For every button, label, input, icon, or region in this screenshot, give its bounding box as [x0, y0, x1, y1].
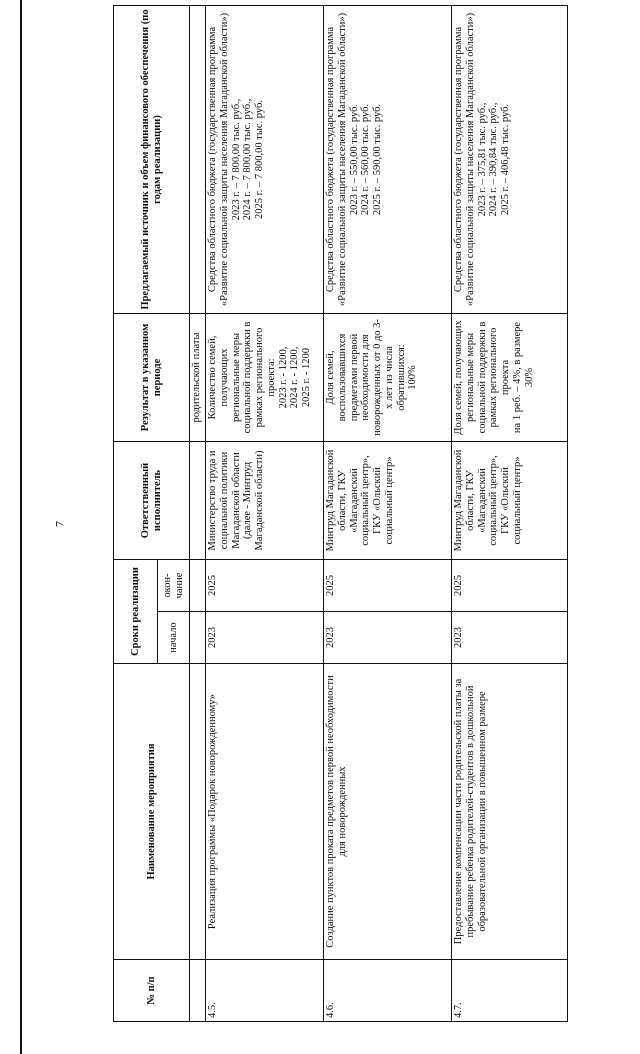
continuation-text: родительской платы: [190, 314, 206, 442]
row-num: 4.7.: [452, 960, 568, 1022]
row-result: Количество семей, получающих региональные меры социальной поддержки в рамках регионального проекта: 2023 г. - 1200, 2024 г. - 1200, 2025 г. - 1200: [206, 314, 324, 442]
table-wrapper: [113, 6, 567, 1022]
row-executor: Министерство труда и социальной политики Магаданской области (далее - Минтруд Магаданской области): [206, 442, 324, 560]
table-row: [206, 6, 324, 1022]
row-source: Средства областного бюджета (государственная программа «Развитие социальной защиты населения Магаданской области») 2023 г. – 375,81 тыс. руб., 2024 г. – 390,84 тыс. руб., 2025 г. – 406,48 тыс. руб.: [452, 6, 568, 314]
row-name: Создание пунктов проката предметов первой необходимости для новорожденных: [324, 664, 452, 960]
row-executor: Минтруд Магаданской области, ГКУ «Магаданский социальный центр», ГКУ «Ольский социальный центр»: [452, 442, 568, 560]
header-name: Наименование мероприятия: [114, 664, 190, 960]
header-start: начало: [158, 612, 190, 664]
row-end: 2025: [452, 560, 568, 612]
row-num: 4.6.: [324, 960, 452, 1022]
row-source: Средства областного бюджета (государственная программа «Развитие социальной защиты населения Магаданской области») 2023 г. – 7 800,00 тыс. руб., 2024 г. – 7 800,00 тыс. руб., 2025 г. – 7 800,00 тыс. руб.: [206, 6, 324, 314]
row-result: Доля семей, получающих региональные меры социальной поддержки в рамках регионального проекта на 1 реб. – 4%, в размере 30%: [452, 314, 568, 442]
row-start: 2023: [452, 612, 568, 664]
table-row: [324, 6, 452, 1022]
row-end: 2025: [324, 560, 452, 612]
header-terms: Сроки реализации: [114, 560, 158, 664]
row-start: 2023: [206, 612, 324, 664]
row-start: 2023: [324, 612, 452, 664]
measures-table: [113, 5, 568, 1022]
header-end: окон-чание: [158, 560, 190, 612]
table-row: [452, 6, 568, 1022]
row-num: 4.5.: [206, 960, 324, 1022]
header-num: № п/п: [114, 960, 190, 1022]
header-result: Результат в указанном периоде: [114, 314, 190, 442]
row-source: Средства областного бюджета (государственная программа «Развитие социальной защиты населения Магаданской области») 2023 г. – 550,00 тыс. руб. 2024 г. – 560,00 тыс. руб. 2025 г. – 590,00 тыс. руб.: [324, 6, 452, 314]
row-name: Реализация программы «Подарок новорожденному»: [206, 664, 324, 960]
row-result: Доля семей, воспользовавшихся предметами первой необходимости для новорожденных от 0 до 3-х лет из числа обратившихся: 100%: [324, 314, 452, 442]
row-name: Предоставление компенсации части родительской платы за пребывание ребенка родителей-студентов в дошкольной образовательной организации в повышенном размере: [452, 664, 568, 960]
horizontal-rule: [20, 0, 22, 1054]
row-end: 2025: [206, 560, 324, 612]
row-executor: Минтруд Магаданской области, ГКУ «Магаданский социальный центр», ГКУ «Ольский социальный центр»: [324, 442, 452, 560]
table-row-continuation: [190, 6, 206, 1022]
header-executor: Ответственный исполнитель: [114, 442, 190, 560]
header-source: Предлагаемый источник и объем финансового обеспечения (по годам реализации): [114, 6, 190, 314]
page-number: 7: [52, 521, 67, 527]
